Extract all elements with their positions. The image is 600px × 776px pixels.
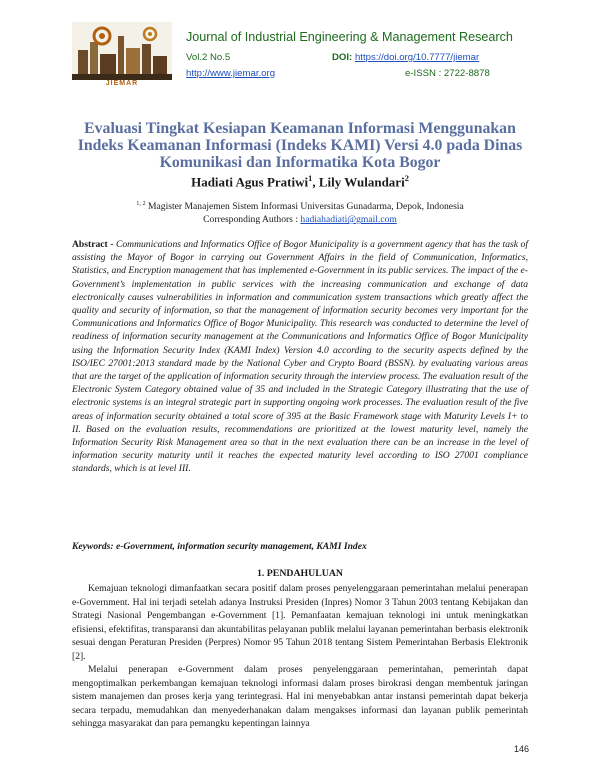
journal-title: Journal of Industrial Engineering & Management Research	[186, 30, 513, 44]
doi-label: DOI:	[332, 52, 353, 63]
affiliation-line	[72, 197, 528, 213]
corresponding-label: Corresponding Authors :	[203, 214, 301, 226]
logo-lettering: JIEMAR	[105, 80, 139, 87]
website-link[interactable]: http://www.jiemar.org	[186, 68, 276, 79]
website-line	[186, 68, 275, 79]
doi-line	[332, 52, 479, 63]
doi-link[interactable]: https://doi.org/10.7777/jiemar	[354, 52, 480, 63]
paper-title: Evaluasi Tingkat Kesiapan Keamanan Informasi Menggunakan Indeks Keamanan Informasi (Indeks KAMI) Versi 4.0 pada Dinas Komunikasi dan Informatika Kota Bogor	[77, 120, 523, 171]
keywords: Keywords: e-Government, information security management, KAMI Index	[72, 541, 367, 552]
body-text	[72, 582, 528, 731]
journal-header	[72, 22, 528, 94]
industrial-gears-logo-icon	[72, 22, 172, 80]
jiemar-logo	[72, 22, 172, 94]
author-line	[72, 173, 528, 190]
corresponding-line	[72, 213, 528, 226]
abstract	[72, 238, 528, 476]
author-2-sup: 2	[404, 173, 409, 183]
volume-number: Vol.2 No.5	[186, 52, 231, 63]
author-2: Lily Wulandari	[318, 174, 405, 190]
affiliation-sup: 1, 2	[136, 200, 146, 207]
page-number: 146	[514, 744, 530, 754]
paragraph-2: Melalui penerapan e-Government dalam proses penyelenggaraan pemerintahan, pemerintah dapat mengoptimalkan perkembangan kemajuan teknologi informasi dalam proses birokrasi dengan membentuk jaringan sistem manajemen dan proses kerja yang terintegrasi. Hal ini menyebabkan antar instansi pemerintah dapat bekerja secara terpadu, memudahkan dan menyederhanakan dalam mengakses informasi dan layanan publik pemerintah sehingga masyarakat dan para pemangku kepentingan lainnya	[72, 664, 528, 729]
eissn: e-ISSN : 2722-8878	[405, 68, 490, 79]
paragraph-1: Kemajuan teknologi dimanfaatkan secara positif dalam proses penyelenggaraan pemerintahan melalui penerapan e-Government. Hal ini terjadi setelah adanya Instruksi Presiden (Inpres) Nomor 3 Tahun 2003 tentang Kebijakan dan Strategi Nasional Pengembangan e-Government [1]. Pemanfaatan kemajuan teknologi ini untuk meningkatkan efisiensi, efektifitas, transparansi dan akuntabilitas pelayanan publik melalui layanan pemerintahan berbasis elektronik sesuai dengan Peraturan Presiden (Perpres) Nomor 95 Tahun 2018 tentang Sistem Pemerintahan Berbasis Elektronik [2].	[72, 583, 528, 662]
affiliation-block	[72, 197, 528, 226]
author-separator: ,	[312, 174, 319, 190]
author-1: Hadiati Agus Pratiwi	[191, 174, 309, 190]
abstract-label: Abstract -	[72, 239, 116, 250]
affiliation-text: Magister Manajemen Sistem Informasi Universitas Gunadarma, Depok, Indonesia	[145, 201, 464, 213]
author-1-sup: 1	[308, 173, 313, 183]
corresponding-email[interactable]: hadiahadiati@gmail.com	[300, 214, 397, 226]
section-heading: 1. PENDAHULUAN	[257, 568, 343, 579]
abstract-text: Communications and Informatics Office of Bogor Municipality is a government agency that has the task of assisting the Mayor of Bogor in carrying out Government Affairs in the field of Communication, Informatics, Statistics, and Encryption management that has implemented e-Government in its public services. The impact of the e-Government’s implementation in public services with the increasing communication and exchange of data electronically causes vulnerabilities in information and communication system transactions which greatly affect the quality and security of information, so that the management of information security becomes very important for the Communications and Informatics Office of Bogor Municipality. This research was conducted to determine the level of readiness of information security management at the Communications and Informatics Office of Bogor Municipality using the Information Security Index (KAMI Index) Version 4.0 according to the security aspects defined by the ISO/IEC 27001:2013 standard made by the National Cyber and Crypto Board (BSSN). by evaluating various areas that are the target of the application of information security through the interview process. The evaluation result of the Electronic System Category obtained value of 35 and included in the Strategic Category illustrating that the use of electronic systems is an integral strategic part in supporting ongoing work processes. The evaluation result of the five areas of information security obtained a total score of 395 at the Basic Framework stage with Maturity Levels I+ to II. Based on the evaluation results, recommendations are prioritized at the lowest maturity level, namely the Information Security Risk Management area so that in the next evaluation there can be an increase in the level of information security maturity until it reaches the expected maturity level according to ISO 27001 compliance standards, which is at level III.	[72, 239, 528, 475]
